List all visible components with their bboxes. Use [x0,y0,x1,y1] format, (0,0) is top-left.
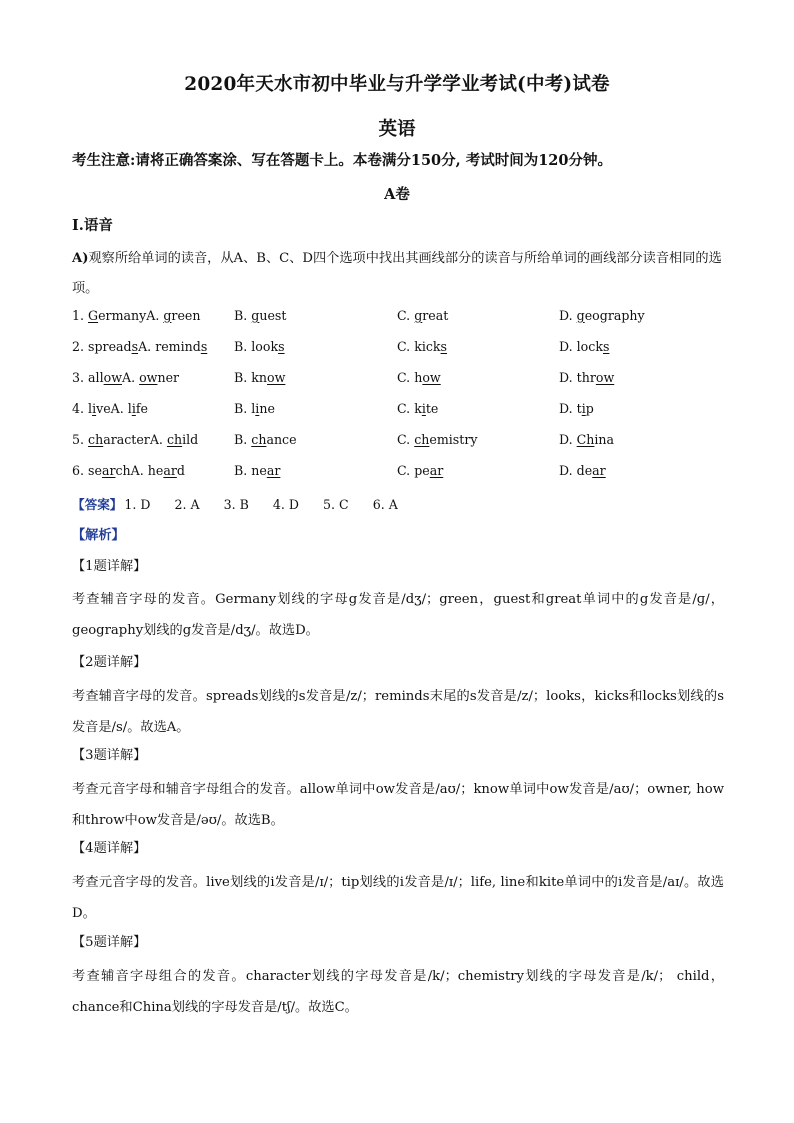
detail-heading: 【5题详解】 [72,935,147,950]
option-c: C. chemistry [397,432,478,447]
answer-values [122,497,397,512]
answer-value: 6. A [372,497,398,512]
option-c: C. kicks [397,339,448,354]
detail-heading: 【4题详解】 [72,841,147,856]
answer-line [72,494,398,513]
subject-heading: 英语 [378,119,416,140]
instruction-prefix: A) [72,251,89,266]
section-heading: I.语音 [72,217,113,234]
detail-heading: 【3题详解】 [72,748,147,763]
option-b: B. guest [234,308,287,323]
question-word-and-option-a: 3. allowA. owner [72,370,180,385]
answer-tag: 【答案】 [72,497,123,512]
question-word-and-option-a: 2. spreadsA. reminds [72,339,208,354]
detail-explanation: 考查辅音字母的发音。spreads划线的s发音是/z/；reminds末尾的s发音是/z/；looks，kicks和locks划线的s发音是/s/。故选A。 [72,689,724,735]
detail-heading: 【1题详解】 [72,559,147,574]
question-row [72,463,732,483]
question-row [72,370,732,390]
option-b: B. looks [234,339,285,354]
question-word-and-option-a: 6. searchA. heard [72,463,185,478]
option-b: B. know [234,370,286,385]
paper-a-heading: A卷 [384,186,410,203]
option-d: D. dear [559,463,606,478]
answer-value: 5. C [323,497,349,512]
question-word-and-option-a: 4. liveA. life [72,401,148,416]
question-word-and-option-a: 5. characterA. child [72,432,199,447]
option-b: B. line [234,401,275,416]
option-c: C. great [397,308,449,323]
question-word-and-option-a: 1. GermanyA. green [72,308,201,323]
analysis-tag: 【解析】 [72,528,125,543]
detail-explanation: 考查元音字母的发音。live划线的i发音是/ɪ/；tip划线的i发音是/ɪ/；life, line和kite单词中的i发音是/aɪ/。故选D。 [72,875,724,921]
option-d: D. locks [559,339,610,354]
detail-explanation: 考查元音字母和辅音字母组合的发音。allow单词中ow发音是/aʊ/；know单词中ow发音是/aʊ/；owner, how和throw中ow发音是/əʊ/。故选B。 [72,782,724,828]
detail-explanation: 考查辅音字母的发音。Germany划线的字母g发音是/dʒ/；green，guest和great单词中的g发音是/ɡ/，geography划线的g发音是/dʒ/。故选D。 [72,592,724,638]
candidate-notice: 考生注意:请将正确答案涂、写在答题卡上。本卷满分150分, 考试时间为120分钟。 [72,152,612,169]
question-row [72,401,732,421]
option-d: D. tip [559,401,594,416]
option-b: B. chance [234,432,297,447]
answer-value: 3. B [223,497,249,512]
exam-title: 2020年天水市初中毕业与升学学业考试(中考)试卷 [184,74,610,95]
instruction-body: 观察所给单词的读音，从A、B、C、D四个选项中找出其画线部分的读音与所给单词的画线部分读音相同的选项。 [72,251,722,296]
answer-value: 1. D [124,497,151,512]
question-row [72,308,732,328]
question-row [72,432,732,452]
option-c: C. how [397,370,441,385]
detail-explanation: 考查辅音字母组合的发音。character划线的字母发音是/k/；chemistry划线的字母发音是/k/； child，chance和China划线的字母发音是/tʃ/。故选C。 [72,969,724,1015]
option-d: D. geography [559,308,645,323]
option-c: C. kite [397,401,439,416]
option-c: C. pear [397,463,444,478]
detail-heading: 【2题详解】 [72,655,147,670]
option-d: D. China [559,432,615,447]
question-row [72,339,732,359]
instruction-text [72,244,722,304]
option-b: B. near [234,463,281,478]
answer-value: 4. D [272,497,300,512]
answer-value: 2. A [174,497,200,512]
option-d: D. throw [559,370,615,385]
